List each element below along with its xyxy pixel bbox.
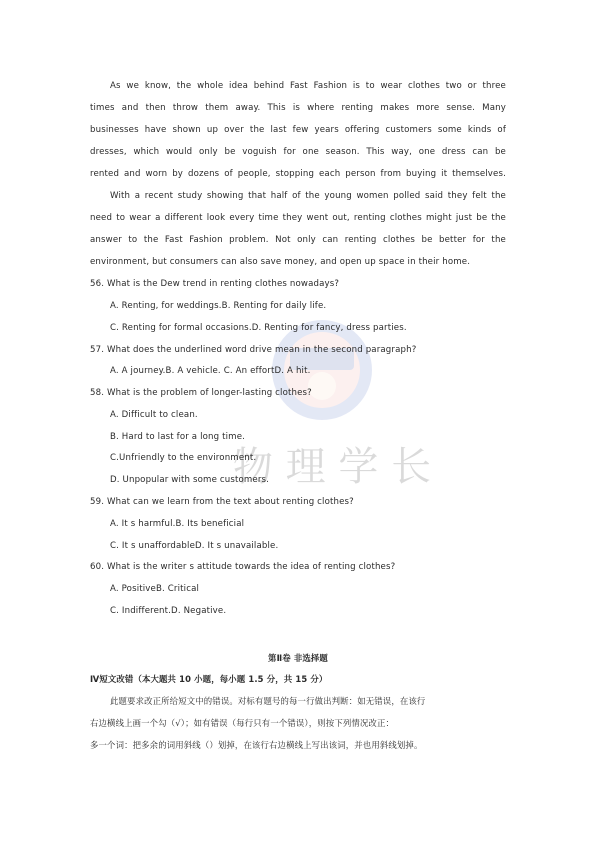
question-stem: 60. What is the writer s attitude towards the idea of renting clothes?: [90, 562, 396, 572]
question-option: A. A journey.B. A vehicle. C. An effortD. A hit.: [110, 366, 311, 376]
passage-line: businesses have shown up over the last few years offering customers some kinds of: [90, 125, 506, 135]
question-stem: 57. What does the underlined word drive mean in the second paragraph?: [90, 345, 417, 355]
question-option: C. Renting for formal occasions.D. Renting for fancy, dress parties.: [110, 323, 407, 333]
question-option: D. Unpopular with some customers.: [110, 475, 270, 485]
question-option: A. Renting, for weddings.B. Renting for daily life.: [110, 301, 327, 311]
passage-line: need to wear a different look every time they went out, renting clothes might just be the: [90, 213, 506, 223]
question-option: A. PositiveB. Critical: [110, 584, 200, 594]
question-option: C.Unfriendly to the environment.: [110, 453, 257, 463]
passage-line: With a recent study showing that half of the young women polled said they felt the: [110, 191, 506, 201]
section-title: 第Ⅱ卷 非选择题: [268, 653, 328, 663]
passage-line: rented and worn by dozens of people, stopping each person from buying it themselves.: [90, 169, 506, 179]
watermark-text: 物 理 学 长: [232, 444, 432, 490]
instruction-line: 多一个词：把多余的词用斜线（）划掉，在该行右边横线上写出该词，并也用斜线划掉。: [90, 740, 423, 750]
section-heading: Ⅳ短文改错（本大题共 10 小题，每小题 1.5 分，共 15 分）: [90, 674, 328, 684]
question-option: A. Difficult to clean.: [110, 410, 198, 420]
question-stem: 58. What is the problem of longer-lasting clothes?: [90, 388, 312, 398]
question-option: A. It s harmful.B. Its beneficial: [110, 519, 245, 529]
question-option: C. It s unaffordableD. It s unavailable.: [110, 541, 279, 551]
passage-line: environment, but consumers can also save money, and open up space in their home.: [90, 257, 471, 267]
passage-line: As we know, the whole idea behind Fast Fashion is to wear clothes two or three: [110, 81, 506, 91]
instruction-line: 此题要求改正所给短文中的错误。对标有题号的每一行做出判断：如无错误，在该行: [110, 696, 426, 706]
passage-line: answer to the Fast Fashion problem. Not only can renting clothes be better for the: [90, 235, 506, 245]
instruction-line: 右边横线上画一个勾（√）；如有错误（每行只有一个错误），则按下列情况改正：: [90, 718, 394, 728]
question-option: B. Hard to last for a long time.: [110, 432, 246, 442]
question-option: C. Indifferent.D. Negative.: [110, 606, 227, 616]
question-stem: 56. What is the Dew trend in renting clothes nowadays?: [90, 279, 340, 289]
question-stem: 59. What can we learn from the text about renting clothes?: [90, 497, 354, 507]
passage-line: times and then throw them away. This is where renting makes more sense. Many: [90, 103, 506, 113]
passage-line: dresses, which would only be voguish for one season. This way, one dress can be: [90, 147, 506, 157]
